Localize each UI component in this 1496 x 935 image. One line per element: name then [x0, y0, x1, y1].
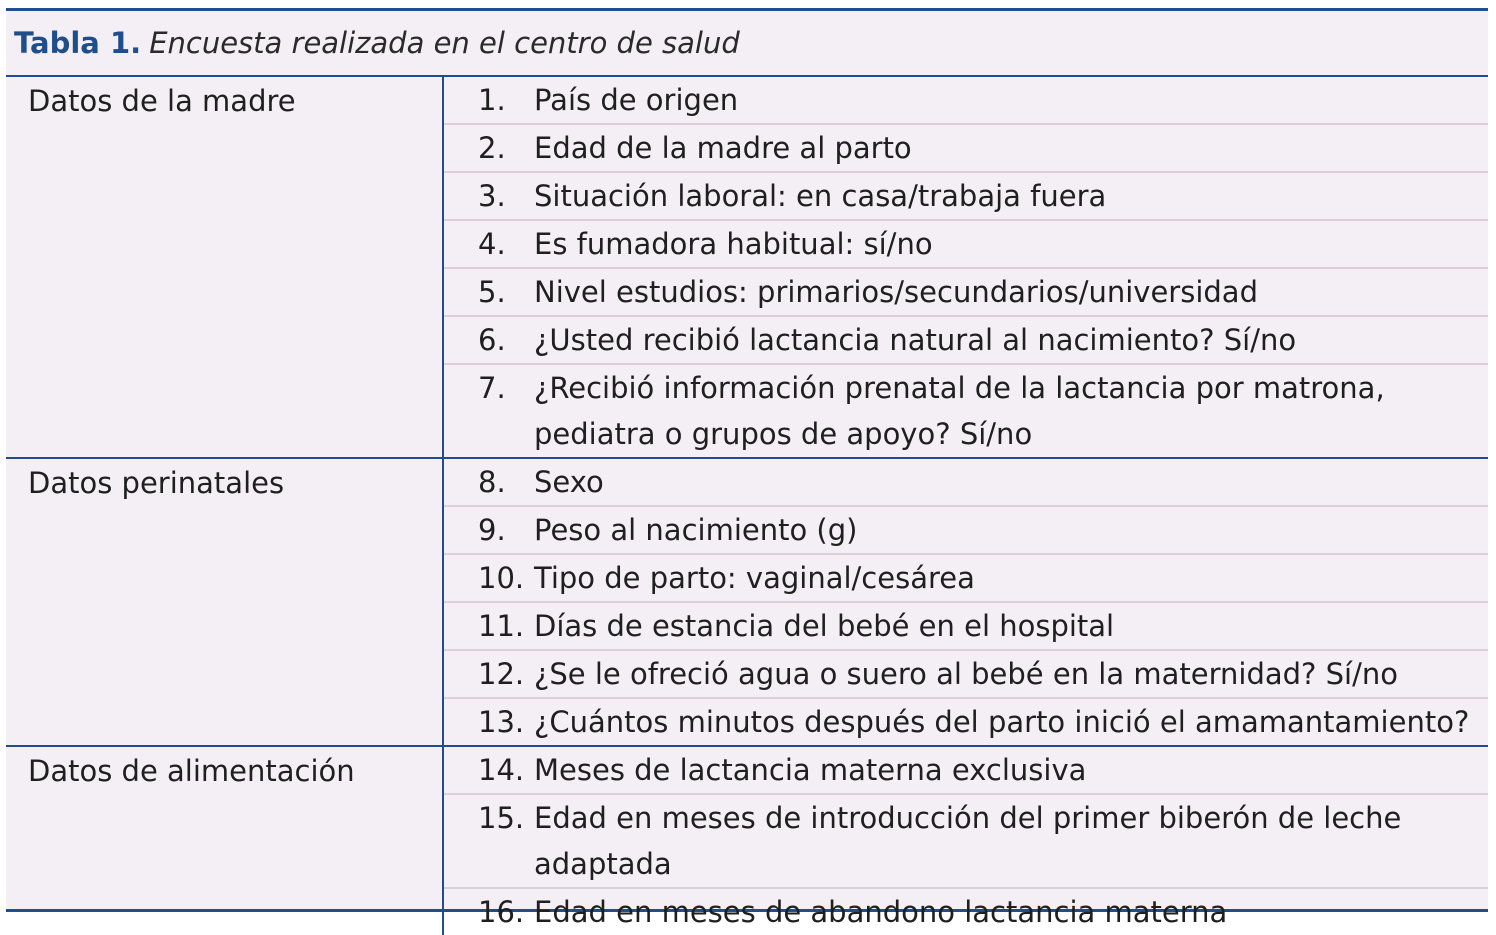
item-text: ¿Recibió información prenatal de la lactancia por matrona, pediatra o grupos de apoyo? Sí/no [534, 371, 1385, 451]
section-items [444, 747, 1488, 935]
item-text: ¿Se le ofreció agua o suero al bebé en la maternidad? Sí/no [534, 657, 1398, 691]
item-number: 13. [478, 705, 525, 739]
table-row [444, 795, 1488, 889]
item-number: 10. [478, 561, 525, 595]
section-label: Datos de alimentación [6, 747, 444, 935]
item-number: 12. [478, 657, 525, 691]
section-datos-alimentacion [6, 747, 1488, 935]
table-caption-label: Tabla 1. [14, 26, 142, 60]
table-row [444, 699, 1488, 745]
table-row [444, 125, 1488, 173]
item-text: ¿Usted recibió lactancia natural al nacimiento? Sí/no [534, 323, 1297, 357]
item-text: Tipo de parto: vaginal/cesárea [534, 561, 975, 595]
item-text: Situación laboral: en casa/trabaja fuera [534, 179, 1107, 213]
item-number: 2. [478, 131, 506, 165]
item-number: 4. [478, 227, 506, 261]
table-caption-title: Encuesta realizada en el centro de salud [149, 26, 740, 60]
item-number: 5. [478, 275, 506, 309]
item-number: 7. [478, 371, 506, 405]
section-label: Datos de la madre [6, 77, 444, 457]
section-datos-madre [6, 77, 1488, 459]
item-number: 6. [478, 323, 506, 357]
table-row [444, 459, 1488, 507]
item-text: Es fumadora habitual: sí/no [534, 227, 933, 261]
item-number: 11. [478, 609, 525, 643]
table-row [444, 317, 1488, 365]
item-number: 8. [478, 465, 506, 499]
item-text: Días de estancia del bebé en el hospital [534, 609, 1115, 643]
item-number: 15. [478, 801, 525, 835]
table-row [444, 221, 1488, 269]
table-row [444, 747, 1488, 795]
section-datos-perinatales [6, 459, 1488, 747]
item-number: 9. [478, 513, 506, 547]
survey-table [6, 8, 1488, 929]
item-number: 3. [478, 179, 506, 213]
section-items [444, 459, 1488, 745]
table-row [444, 365, 1488, 457]
item-text: Edad en meses de introducción del primer biberón de leche adaptada [534, 801, 1402, 881]
item-text: Edad en meses de abandono lactancia materna [534, 895, 1228, 929]
item-text: Meses de lactancia materna exclusiva [534, 753, 1087, 787]
item-number: 1. [478, 83, 506, 117]
table-row [444, 77, 1488, 125]
section-label: Datos perinatales [6, 459, 444, 745]
table-row [444, 651, 1488, 699]
table-row [444, 889, 1488, 935]
table-row [444, 507, 1488, 555]
item-number: 14. [478, 753, 525, 787]
table-row [444, 603, 1488, 651]
item-text: Edad de la madre al parto [534, 131, 912, 165]
item-text: País de origen [534, 83, 739, 117]
table-row [444, 555, 1488, 603]
table-row [444, 173, 1488, 221]
section-items [444, 77, 1488, 457]
item-text: Peso al nacimiento (g) [534, 513, 858, 547]
item-text: ¿Cuántos minutos después del parto inició el amamantamiento? [534, 705, 1470, 739]
item-text: Nivel estudios: primarios/secundarios/universidad [534, 275, 1258, 309]
item-text: Sexo [534, 465, 604, 499]
item-number: 16. [478, 895, 525, 929]
table-row [444, 269, 1488, 317]
table-caption [6, 11, 1488, 77]
